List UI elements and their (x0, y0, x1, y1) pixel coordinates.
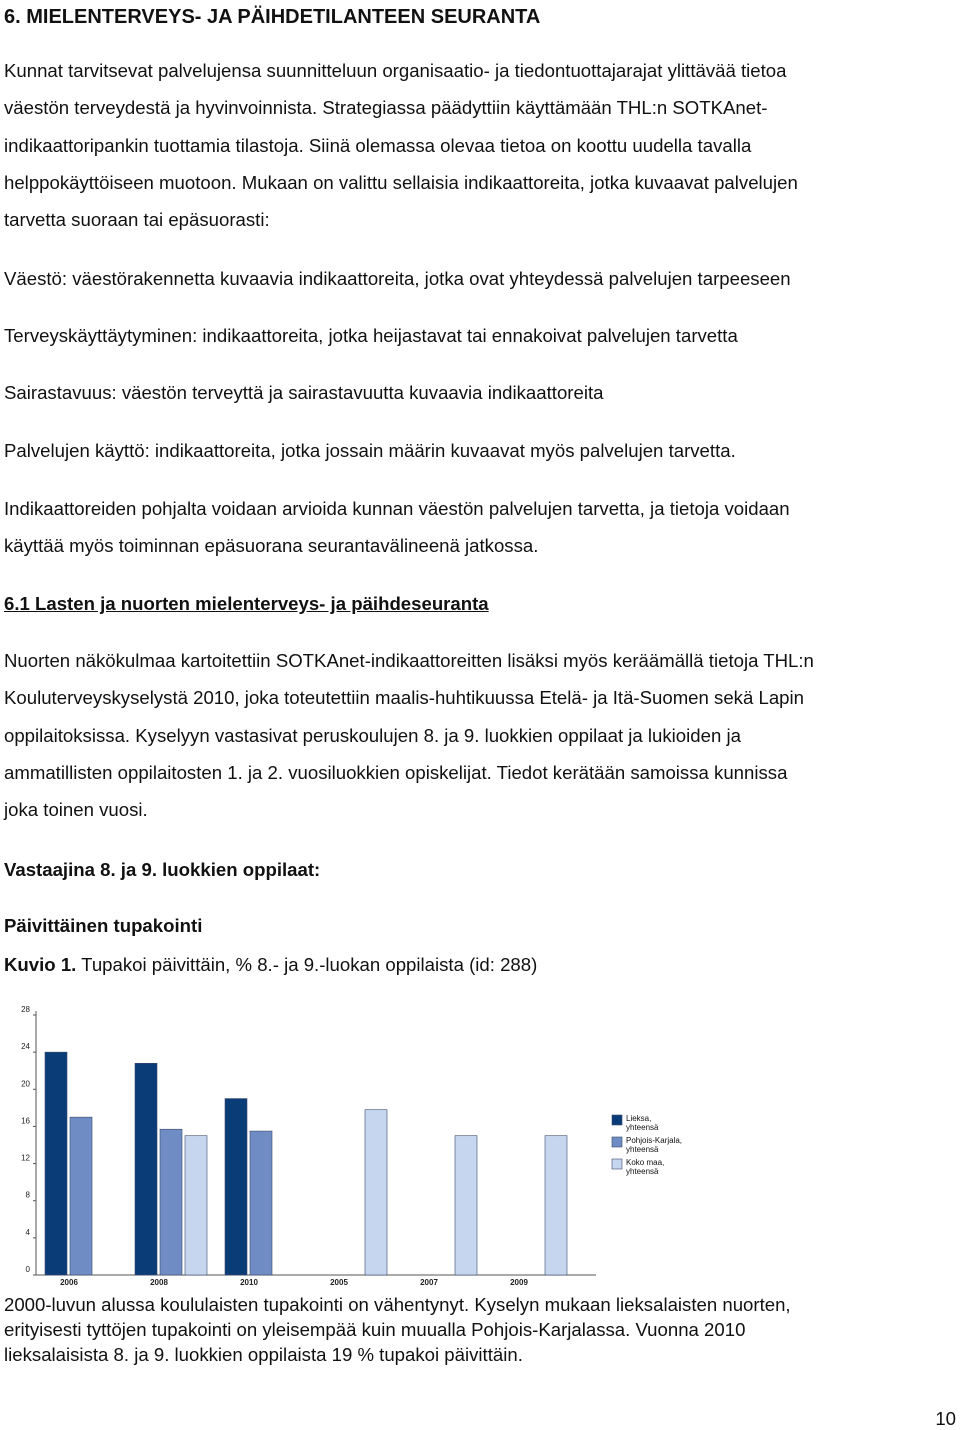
y-tick-label: 8 (25, 1190, 30, 1200)
chapter-heading: 6. MIELENTERVEYS- JA PÄIHDETILANTEEN SEURANTA (4, 6, 541, 28)
figure-label: Kuvio 1. (4, 954, 77, 975)
x-tick-label: 2010 (240, 1278, 258, 1287)
bar-2006-series-0 (45, 1052, 67, 1275)
legend-box (608, 1109, 718, 1181)
y-tick-label: 0 (25, 1265, 30, 1274)
legend-label: Pohjois-Karjala, (626, 1136, 683, 1145)
section-heading: 6.1 Lasten ja nuorten mielenterveys- ja päihdeseuranta (4, 593, 489, 614)
assessment-line: käyttää myös toiminnan epäsuorana seurantavälineenä jatkossa. (4, 535, 539, 557)
legend-label: yhteensä (626, 1145, 659, 1154)
intro-line: indikaattoripankin tuottamia tilastoja. Siinä olemassa olevaa tietoa on koottu uudella tavalla (4, 134, 752, 156)
y-tick-label: 12 (21, 1153, 30, 1163)
bar-2010-series-1 (250, 1131, 272, 1275)
x-tick-label: 2009 (510, 1278, 528, 1287)
intro-line: Kunnat tarvitsevat palvelujensa suunnitteluun organisaatio- ja tiedontuottajarajat ylittävää tietoa (4, 60, 787, 81)
intro-line: väestön terveydestä ja hyvinvoinnista. Strategiassa päädyttiin käyttämään THL:n SOTKAnet- (4, 97, 768, 119)
legend-label: yhteensä (626, 1123, 659, 1132)
x-tick-label: 2006 (60, 1278, 78, 1287)
bar-2009-series-2 (545, 1136, 567, 1275)
survey-line: ammatillisten oppilaitosten 1. ja 2. vuosiluokkien opiskelijat. Tiedot kerätään samoissa kunnissa (4, 761, 788, 783)
legend-label: Lieksa, (626, 1114, 652, 1123)
respondents-heading: Vastaajina 8. ja 9. luokkien oppilaat: (4, 859, 321, 880)
x-tick-label: 2005 (330, 1278, 348, 1287)
legend-swatch (612, 1115, 622, 1125)
figure-caption-text: Tupakoi päivittäin, % 8.- ja 9.-luokan oppilaista (id: 288) (81, 954, 538, 975)
indicator-terveyskayttaytyminen: Terveyskäyttäytyminen: indikaattoreita, jotka heijastavat tai ennakoivat palvelujen tarvetta (4, 325, 738, 346)
intro-line: helppokäyttöiseen muotoon. Mukaan on valittu sellaisia indikaattoreita, jotka kuvaavat palvelujen (4, 171, 798, 193)
assessment-line: Indikaattoreiden pohjalta voidaan arvioida kunnan väestön palvelujen tarvetta, ja tietoja voidaan (4, 498, 790, 519)
legend-swatch (612, 1137, 622, 1147)
intro-line: tarvetta suoraan tai epäsuorasti: (4, 209, 270, 231)
bar-2010-series-0 (225, 1099, 247, 1275)
summary-line: 2000-luvun alussa koululaisten tupakointi on vähentynyt. Kyselyn mukaan lieksalaisten nuorten, (4, 1294, 791, 1315)
figure-caption (4, 952, 537, 978)
bar-2008-series-2 (185, 1136, 207, 1275)
bar-2006-series-1 (70, 1117, 92, 1275)
legend-swatch (612, 1159, 622, 1169)
x-tick-label: 2007 (420, 1278, 438, 1287)
bar-2005-series-2 (365, 1110, 387, 1275)
survey-line: joka toinen vuosi. (4, 799, 148, 821)
summary-line: lieksalaisista 8. ja 9. luokkien oppilaista 19 % tupakoi päivittäin. (4, 1344, 523, 1365)
indicator-palvelujen-kaytto: Palvelujen käyttö: indikaattoreita, jotka jossain määrin kuvaavat myös palvelujen tarvetta. (4, 440, 736, 461)
y-tick-label: 4 (25, 1227, 30, 1237)
survey-paragraph (4, 642, 814, 828)
summary-paragraph (4, 1292, 791, 1367)
topic-heading: Päivittäinen tupakointi (4, 915, 203, 936)
assessment-paragraph (4, 490, 790, 565)
summary-line: erityisesti tyttöjen tupakointi on yleisempää kuin muualla Pohjois-Karjalassa. Vuonna 2010 (4, 1319, 746, 1340)
survey-line: Nuorten näkökulmaa kartoitettiin SOTKAnet-indikaattoreitten lisäksi myös keräämällä tietoja THL:n (4, 650, 814, 671)
survey-line: oppilaitoksissa. Kyselyyn vastasivat peruskoulujen 8. ja 9. luokkien oppilaat ja lukioiden ja (4, 724, 741, 746)
indicator-vaesto: Väestö: väestörakennetta kuvaavia indikaattoreita, jotka ovat yhteydessä palvelujen tarpeeseen (4, 268, 791, 289)
legend-label: Koko maa, (626, 1158, 665, 1167)
y-tick-label: 24 (21, 1042, 30, 1052)
y-tick-label: 28 (21, 1005, 30, 1014)
survey-line: Kouluterveyskyselystä 2010, joka toteutettiin maalis-huhtikuussa Etelä- ja Itä-Suomen sekä Lapin (4, 687, 804, 709)
bar-2007-series-2 (455, 1136, 477, 1275)
bar-2008-series-0 (135, 1063, 157, 1275)
y-tick-label: 16 (21, 1116, 30, 1126)
smoking-bar-chart (4, 1005, 724, 1287)
x-tick-label: 2008 (150, 1278, 168, 1287)
page-number: 10 (935, 1408, 956, 1429)
bar-2008-series-1 (160, 1129, 182, 1275)
legend-label: yhteensä (626, 1167, 659, 1176)
indicator-sairastavuus: Sairastavuus: väestön terveyttä ja sairastavuutta kuvaavia indikaattoreita (4, 382, 604, 403)
y-tick-label: 20 (21, 1079, 30, 1089)
intro-paragraph (4, 52, 798, 238)
